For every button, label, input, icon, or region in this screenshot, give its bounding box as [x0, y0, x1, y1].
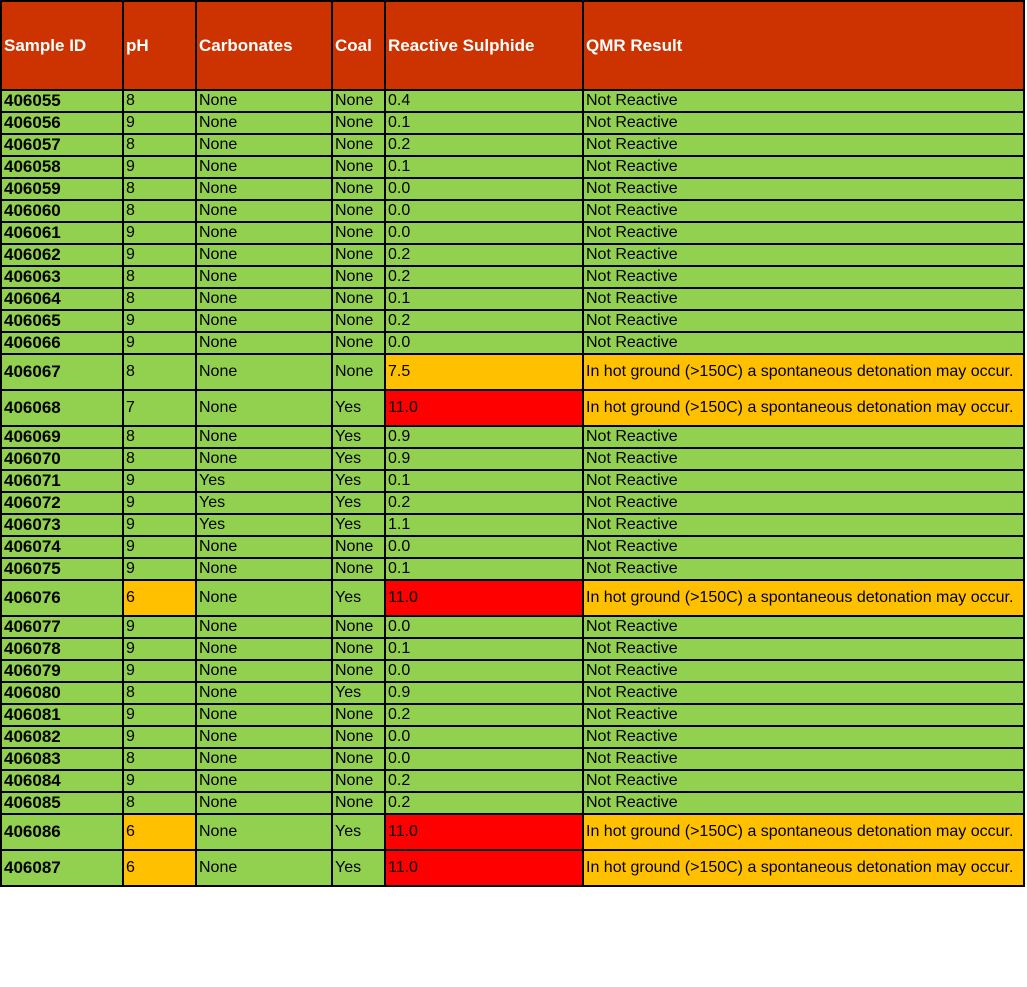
coal-cell[interactable]: None [332, 90, 385, 112]
table-row [1, 514, 1024, 536]
qmr-result-text: Not Reactive [586, 450, 678, 467]
qmr-result-text: Not Reactive [586, 224, 678, 241]
coal-cell[interactable]: None [332, 660, 385, 682]
ph-cell[interactable]: 9 [123, 492, 196, 514]
reactive-sulphide-cell[interactable]: 0.1 [385, 288, 583, 310]
qmr-result-cell[interactable] [583, 850, 1024, 886]
coal-cell[interactable]: None [332, 156, 385, 178]
coal-cell[interactable]: Yes [332, 580, 385, 616]
sample-id-cell[interactable]: 406062 [1, 244, 123, 266]
reactive-sulphide-cell[interactable]: 0.2 [385, 266, 583, 288]
ph-cell[interactable]: 9 [123, 536, 196, 558]
qmr-result-text: Not Reactive [586, 772, 678, 789]
ph-cell[interactable]: 8 [123, 200, 196, 222]
coal-cell[interactable]: Yes [332, 814, 385, 850]
table-row [1, 770, 1024, 792]
qmr-result-cell[interactable] [583, 354, 1024, 390]
qmr-result-cell[interactable] [583, 156, 1024, 178]
carbonates-cell[interactable]: None [196, 266, 332, 288]
table-row [1, 682, 1024, 704]
coal-cell[interactable]: None [332, 222, 385, 244]
ph-cell[interactable]: 9 [123, 156, 196, 178]
column-header-carbonates[interactable]: Carbonates [196, 1, 332, 90]
carbonates-cell[interactable]: None [196, 178, 332, 200]
carbonates-cell[interactable]: None [196, 792, 332, 814]
reactive-sulphide-cell[interactable]: 0.9 [385, 426, 583, 448]
qmr-result-cell[interactable] [583, 704, 1024, 726]
ph-cell[interactable]: 9 [123, 112, 196, 134]
sample-id-cell[interactable]: 406066 [1, 332, 123, 354]
qmr-result-cell[interactable] [583, 638, 1024, 660]
table-row [1, 266, 1024, 288]
qmr-result-text: Not Reactive [586, 618, 678, 635]
carbonates-cell[interactable]: None [196, 536, 332, 558]
coal-cell[interactable]: None [332, 244, 385, 266]
qmr-result-cell[interactable] [583, 200, 1024, 222]
coal-cell[interactable]: None [332, 134, 385, 156]
qmr-result-text: Not Reactive [586, 428, 678, 445]
qmr-result-text: Not Reactive [586, 662, 678, 679]
reactive-sulphide-cell[interactable]: 0.0 [385, 332, 583, 354]
carbonates-cell[interactable]: None [196, 90, 332, 112]
sample-id-cell[interactable]: 406065 [1, 310, 123, 332]
reactive-sulphide-cell[interactable]: 0.1 [385, 558, 583, 580]
reactive-sulphide-cell[interactable]: 0.9 [385, 448, 583, 470]
qmr-result-cell[interactable] [583, 266, 1024, 288]
sample-id-cell[interactable]: 406059 [1, 178, 123, 200]
carbonates-cell[interactable]: None [196, 558, 332, 580]
coal-cell[interactable]: None [332, 792, 385, 814]
table-row [1, 90, 1024, 112]
table-row [1, 222, 1024, 244]
carbonates-cell[interactable]: None [196, 354, 332, 390]
reactive-sulphide-cell[interactable]: 7.5 [385, 354, 583, 390]
coal-cell[interactable]: Yes [332, 426, 385, 448]
sample-id-cell[interactable]: 406070 [1, 448, 123, 470]
carbonates-cell[interactable]: None [196, 448, 332, 470]
reactive-sulphide-cell[interactable]: 1.1 [385, 514, 583, 536]
coal-cell[interactable]: Yes [332, 492, 385, 514]
sample-id-cell[interactable]: 406060 [1, 200, 123, 222]
qmr-result-text: Not Reactive [586, 560, 678, 577]
ph-cell[interactable]: 9 [123, 470, 196, 492]
ph-cell[interactable]: 9 [123, 222, 196, 244]
carbonates-cell[interactable]: None [196, 850, 332, 886]
sample-id-cell[interactable]: 406055 [1, 90, 123, 112]
sample-id-cell[interactable]: 406073 [1, 514, 123, 536]
carbonates-cell[interactable]: None [196, 704, 332, 726]
ph-cell[interactable]: 9 [123, 638, 196, 660]
ph-cell[interactable]: 9 [123, 514, 196, 536]
table-row [1, 748, 1024, 770]
reactive-sulphide-cell[interactable]: 11.0 [385, 850, 583, 886]
ph-cell[interactable]: 8 [123, 90, 196, 112]
qmr-result-cell[interactable] [583, 492, 1024, 514]
ph-cell[interactable]: 9 [123, 616, 196, 638]
qmr-result-text: Not Reactive [586, 136, 678, 153]
qmr-result-text: Not Reactive [586, 334, 678, 351]
ph-cell[interactable]: 8 [123, 178, 196, 200]
ph-cell[interactable]: 8 [123, 792, 196, 814]
table-row [1, 390, 1024, 426]
carbonates-cell[interactable]: None [196, 660, 332, 682]
qmr-result-text: Not Reactive [586, 180, 678, 197]
coal-cell[interactable]: None [332, 310, 385, 332]
qmr-result-cell[interactable] [583, 748, 1024, 770]
table-row [1, 200, 1024, 222]
ph-cell[interactable]: 8 [123, 682, 196, 704]
qmr-result-cell[interactable] [583, 244, 1024, 266]
sample-id-cell[interactable]: 406063 [1, 266, 123, 288]
table-row [1, 244, 1024, 266]
coal-cell[interactable]: None [332, 112, 385, 134]
table-body [1, 90, 1024, 886]
ph-cell[interactable]: 9 [123, 704, 196, 726]
qmr-result-cell[interactable] [583, 660, 1024, 682]
sample-id-cell[interactable]: 406085 [1, 792, 123, 814]
reactive-sulphide-cell[interactable]: 0.2 [385, 704, 583, 726]
column-header-sample-id[interactable]: Sample ID [1, 1, 123, 90]
reactive-sulphide-cell[interactable]: 0.2 [385, 492, 583, 514]
table-row [1, 332, 1024, 354]
carbonates-cell[interactable]: None [196, 616, 332, 638]
qmr-result-text: Not Reactive [586, 472, 678, 489]
table-row [1, 310, 1024, 332]
carbonates-cell[interactable]: None [196, 726, 332, 748]
sample-id-cell[interactable]: 406082 [1, 726, 123, 748]
reactive-sulphide-cell[interactable]: 0.0 [385, 660, 583, 682]
qmr-result-cell[interactable] [583, 770, 1024, 792]
coal-cell[interactable]: None [332, 704, 385, 726]
ph-cell[interactable]: 6 [123, 580, 196, 616]
qmr-result-cell[interactable] [583, 448, 1024, 470]
coal-cell[interactable]: Yes [332, 850, 385, 886]
reactive-sulphide-cell[interactable]: 0.0 [385, 726, 583, 748]
carbonates-cell[interactable]: None [196, 112, 332, 134]
qmr-result-cell[interactable] [583, 682, 1024, 704]
coal-cell[interactable]: None [332, 770, 385, 792]
reactive-sulphide-cell[interactable]: 0.2 [385, 310, 583, 332]
sample-id-cell[interactable]: 406086 [1, 814, 123, 850]
sample-id-cell[interactable]: 406072 [1, 492, 123, 514]
carbonates-cell[interactable]: None [196, 814, 332, 850]
ph-cell[interactable]: 9 [123, 726, 196, 748]
sample-id-cell[interactable]: 406080 [1, 682, 123, 704]
sample-id-cell[interactable]: 406071 [1, 470, 123, 492]
table-row [1, 288, 1024, 310]
reactive-sulphide-cell[interactable]: 11.0 [385, 390, 583, 426]
ph-cell[interactable]: 8 [123, 354, 196, 390]
qmr-result-cell[interactable] [583, 288, 1024, 310]
carbonates-cell[interactable]: None [196, 770, 332, 792]
ph-cell[interactable]: 8 [123, 426, 196, 448]
qmr-result-text: In hot ground (>150C) a spontaneous detonation may occur. [586, 399, 1014, 416]
carbonates-cell[interactable]: None [196, 748, 332, 770]
reactive-sulphide-cell[interactable]: 0.0 [385, 616, 583, 638]
sample-id-cell[interactable]: 406058 [1, 156, 123, 178]
sample-id-cell[interactable]: 406083 [1, 748, 123, 770]
qmr-result-text: In hot ground (>150C) a spontaneous detonation may occur. [586, 823, 1014, 840]
coal-cell[interactable]: None [332, 748, 385, 770]
qmr-result-text: Not Reactive [586, 268, 678, 285]
carbonates-cell[interactable]: Yes [196, 492, 332, 514]
qmr-result-text: Not Reactive [586, 684, 678, 701]
qmr-result-text: Not Reactive [586, 640, 678, 657]
qmr-result-text: Not Reactive [586, 158, 678, 175]
reactive-sulphide-cell[interactable]: 0.2 [385, 244, 583, 266]
sample-id-cell[interactable]: 406061 [1, 222, 123, 244]
qmr-result-cell[interactable] [583, 112, 1024, 134]
column-header-qmr-result[interactable]: QMR Result [583, 1, 1024, 90]
sample-id-cell[interactable]: 406069 [1, 426, 123, 448]
reactive-sulphide-cell[interactable]: 0.1 [385, 156, 583, 178]
coal-cell[interactable]: None [332, 536, 385, 558]
sample-id-cell[interactable]: 406078 [1, 638, 123, 660]
coal-cell[interactable]: None [332, 266, 385, 288]
carbonates-cell[interactable]: None [196, 638, 332, 660]
carbonates-cell[interactable]: Yes [196, 470, 332, 492]
qmr-result-cell[interactable] [583, 390, 1024, 426]
coal-cell[interactable]: None [332, 288, 385, 310]
header-row [1, 1, 1024, 90]
table-row [1, 354, 1024, 390]
column-header-coal[interactable]: Coal [332, 1, 385, 90]
reactive-sulphide-cell[interactable]: 11.0 [385, 814, 583, 850]
qmr-result-cell[interactable] [583, 792, 1024, 814]
ph-cell[interactable]: 9 [123, 558, 196, 580]
reactive-sulphide-cell[interactable]: 0.9 [385, 682, 583, 704]
table-row [1, 638, 1024, 660]
qmr-result-cell[interactable] [583, 310, 1024, 332]
qmr-result-cell[interactable] [583, 814, 1024, 850]
qmr-result-cell[interactable] [583, 536, 1024, 558]
ph-cell[interactable]: 9 [123, 332, 196, 354]
qmr-result-text: Not Reactive [586, 516, 678, 533]
coal-cell[interactable]: None [332, 354, 385, 390]
table-row [1, 792, 1024, 814]
table-row [1, 112, 1024, 134]
carbonates-cell[interactable]: None [196, 682, 332, 704]
table-row [1, 492, 1024, 514]
qmr-result-text: Not Reactive [586, 794, 678, 811]
column-header-ph[interactable]: pH [123, 1, 196, 90]
qmr-result-text: Not Reactive [586, 706, 678, 723]
sample-id-cell[interactable]: 406074 [1, 536, 123, 558]
ph-cell[interactable]: 6 [123, 814, 196, 850]
reactive-sulphide-cell[interactable]: 0.1 [385, 470, 583, 492]
carbonates-cell[interactable]: None [196, 244, 332, 266]
carbonates-cell[interactable]: None [196, 310, 332, 332]
carbonates-cell[interactable]: None [196, 332, 332, 354]
ph-cell[interactable]: 7 [123, 390, 196, 426]
table-row [1, 470, 1024, 492]
sample-id-cell[interactable]: 406056 [1, 112, 123, 134]
table-row [1, 580, 1024, 616]
qmr-result-text: Not Reactive [586, 728, 678, 745]
reactive-sulphide-cell[interactable]: 0.1 [385, 638, 583, 660]
table-row [1, 134, 1024, 156]
coal-cell[interactable]: Yes [332, 448, 385, 470]
carbonates-cell[interactable]: None [196, 580, 332, 616]
coal-cell[interactable]: Yes [332, 390, 385, 426]
table-row [1, 814, 1024, 850]
qmr-result-text: Not Reactive [586, 538, 678, 555]
coal-cell[interactable]: None [332, 726, 385, 748]
table-row [1, 704, 1024, 726]
reactive-sulphide-cell[interactable]: 0.0 [385, 536, 583, 558]
qmr-result-cell[interactable] [583, 580, 1024, 616]
sample-id-cell[interactable]: 406081 [1, 704, 123, 726]
ph-cell[interactable]: 9 [123, 770, 196, 792]
qmr-result-text: Not Reactive [586, 290, 678, 307]
coal-cell[interactable]: None [332, 638, 385, 660]
sample-id-cell[interactable]: 406064 [1, 288, 123, 310]
qmr-result-text: Not Reactive [586, 750, 678, 767]
reactive-sulphide-cell[interactable]: 0.2 [385, 770, 583, 792]
ph-cell[interactable]: 8 [123, 134, 196, 156]
coal-cell[interactable]: None [332, 558, 385, 580]
qmr-result-cell[interactable] [583, 178, 1024, 200]
table-row [1, 726, 1024, 748]
qmr-result-text: Not Reactive [586, 202, 678, 219]
qmr-result-text: In hot ground (>150C) a spontaneous detonation may occur. [586, 589, 1014, 606]
table-row [1, 536, 1024, 558]
table-row [1, 850, 1024, 886]
coal-cell[interactable]: Yes [332, 470, 385, 492]
reactive-sulphide-cell[interactable]: 0.1 [385, 112, 583, 134]
qmr-result-cell[interactable] [583, 332, 1024, 354]
coal-cell[interactable]: None [332, 332, 385, 354]
qmr-result-text: Not Reactive [586, 494, 678, 511]
qmr-result-text: Not Reactive [586, 246, 678, 263]
table-row [1, 558, 1024, 580]
ph-cell[interactable]: 8 [123, 288, 196, 310]
coal-cell[interactable]: Yes [332, 514, 385, 536]
carbonates-cell[interactable]: None [196, 156, 332, 178]
carbonates-cell[interactable]: Yes [196, 514, 332, 536]
reactive-sulphide-cell[interactable]: 0.0 [385, 178, 583, 200]
qmr-result-cell[interactable] [583, 514, 1024, 536]
sample-id-cell[interactable]: 406057 [1, 134, 123, 156]
table-row [1, 660, 1024, 682]
qmr-result-text: Not Reactive [586, 312, 678, 329]
carbonates-cell[interactable]: None [196, 390, 332, 426]
qmr-result-cell[interactable] [583, 426, 1024, 448]
coal-cell[interactable]: None [332, 616, 385, 638]
sample-id-cell[interactable]: 406075 [1, 558, 123, 580]
reactive-sulphide-cell[interactable]: 11.0 [385, 580, 583, 616]
qmr-result-text: In hot ground (>150C) a spontaneous detonation may occur. [586, 363, 1014, 380]
carbonates-cell[interactable]: None [196, 222, 332, 244]
reactive-sulphide-cell[interactable]: 0.0 [385, 748, 583, 770]
qmr-result-cell[interactable] [583, 616, 1024, 638]
table-row [1, 426, 1024, 448]
qmr-result-cell[interactable] [583, 134, 1024, 156]
coal-cell[interactable]: None [332, 200, 385, 222]
sample-id-cell[interactable]: 406079 [1, 660, 123, 682]
ph-cell[interactable]: 9 [123, 310, 196, 332]
table-row [1, 616, 1024, 638]
table-row [1, 178, 1024, 200]
ph-cell[interactable]: 8 [123, 266, 196, 288]
reactive-sulphide-cell[interactable]: 0.4 [385, 90, 583, 112]
qmr-result-cell[interactable] [583, 558, 1024, 580]
reactive-sulphide-cell[interactable]: 0.0 [385, 200, 583, 222]
sample-id-cell[interactable]: 406076 [1, 580, 123, 616]
carbonates-cell[interactable]: None [196, 200, 332, 222]
ph-cell[interactable]: 9 [123, 244, 196, 266]
sample-id-cell[interactable]: 406084 [1, 770, 123, 792]
reactive-sulphide-cell[interactable]: 0.0 [385, 222, 583, 244]
reactive-sulphide-cell[interactable]: 0.2 [385, 792, 583, 814]
reactive-sulphide-cell[interactable]: 0.2 [385, 134, 583, 156]
ph-cell[interactable]: 8 [123, 748, 196, 770]
qmr-result-cell[interactable] [583, 726, 1024, 748]
table-row [1, 156, 1024, 178]
ph-cell[interactable]: 6 [123, 850, 196, 886]
carbonates-cell[interactable]: None [196, 134, 332, 156]
qmr-result-cell[interactable] [583, 470, 1024, 492]
coal-cell[interactable]: None [332, 178, 385, 200]
column-header-reactive-sulphide[interactable]: Reactive Sulphide [385, 1, 583, 90]
sample-id-cell[interactable]: 406067 [1, 354, 123, 390]
qmr-result-text: In hot ground (>150C) a spontaneous detonation may occur. [586, 859, 1014, 876]
table-row [1, 448, 1024, 470]
sample-id-cell[interactable]: 406087 [1, 850, 123, 886]
qmr-result-text: Not Reactive [586, 92, 678, 109]
qmr-result-cell[interactable] [583, 222, 1024, 244]
carbonates-cell[interactable]: None [196, 288, 332, 310]
coal-cell[interactable]: Yes [332, 682, 385, 704]
qmr-result-text: Not Reactive [586, 114, 678, 131]
qmr-result-cell[interactable] [583, 90, 1024, 112]
carbonates-cell[interactable]: None [196, 426, 332, 448]
ph-cell[interactable]: 9 [123, 660, 196, 682]
sample-id-cell[interactable]: 406077 [1, 616, 123, 638]
sample-id-cell[interactable]: 406068 [1, 390, 123, 426]
ph-cell[interactable]: 8 [123, 448, 196, 470]
